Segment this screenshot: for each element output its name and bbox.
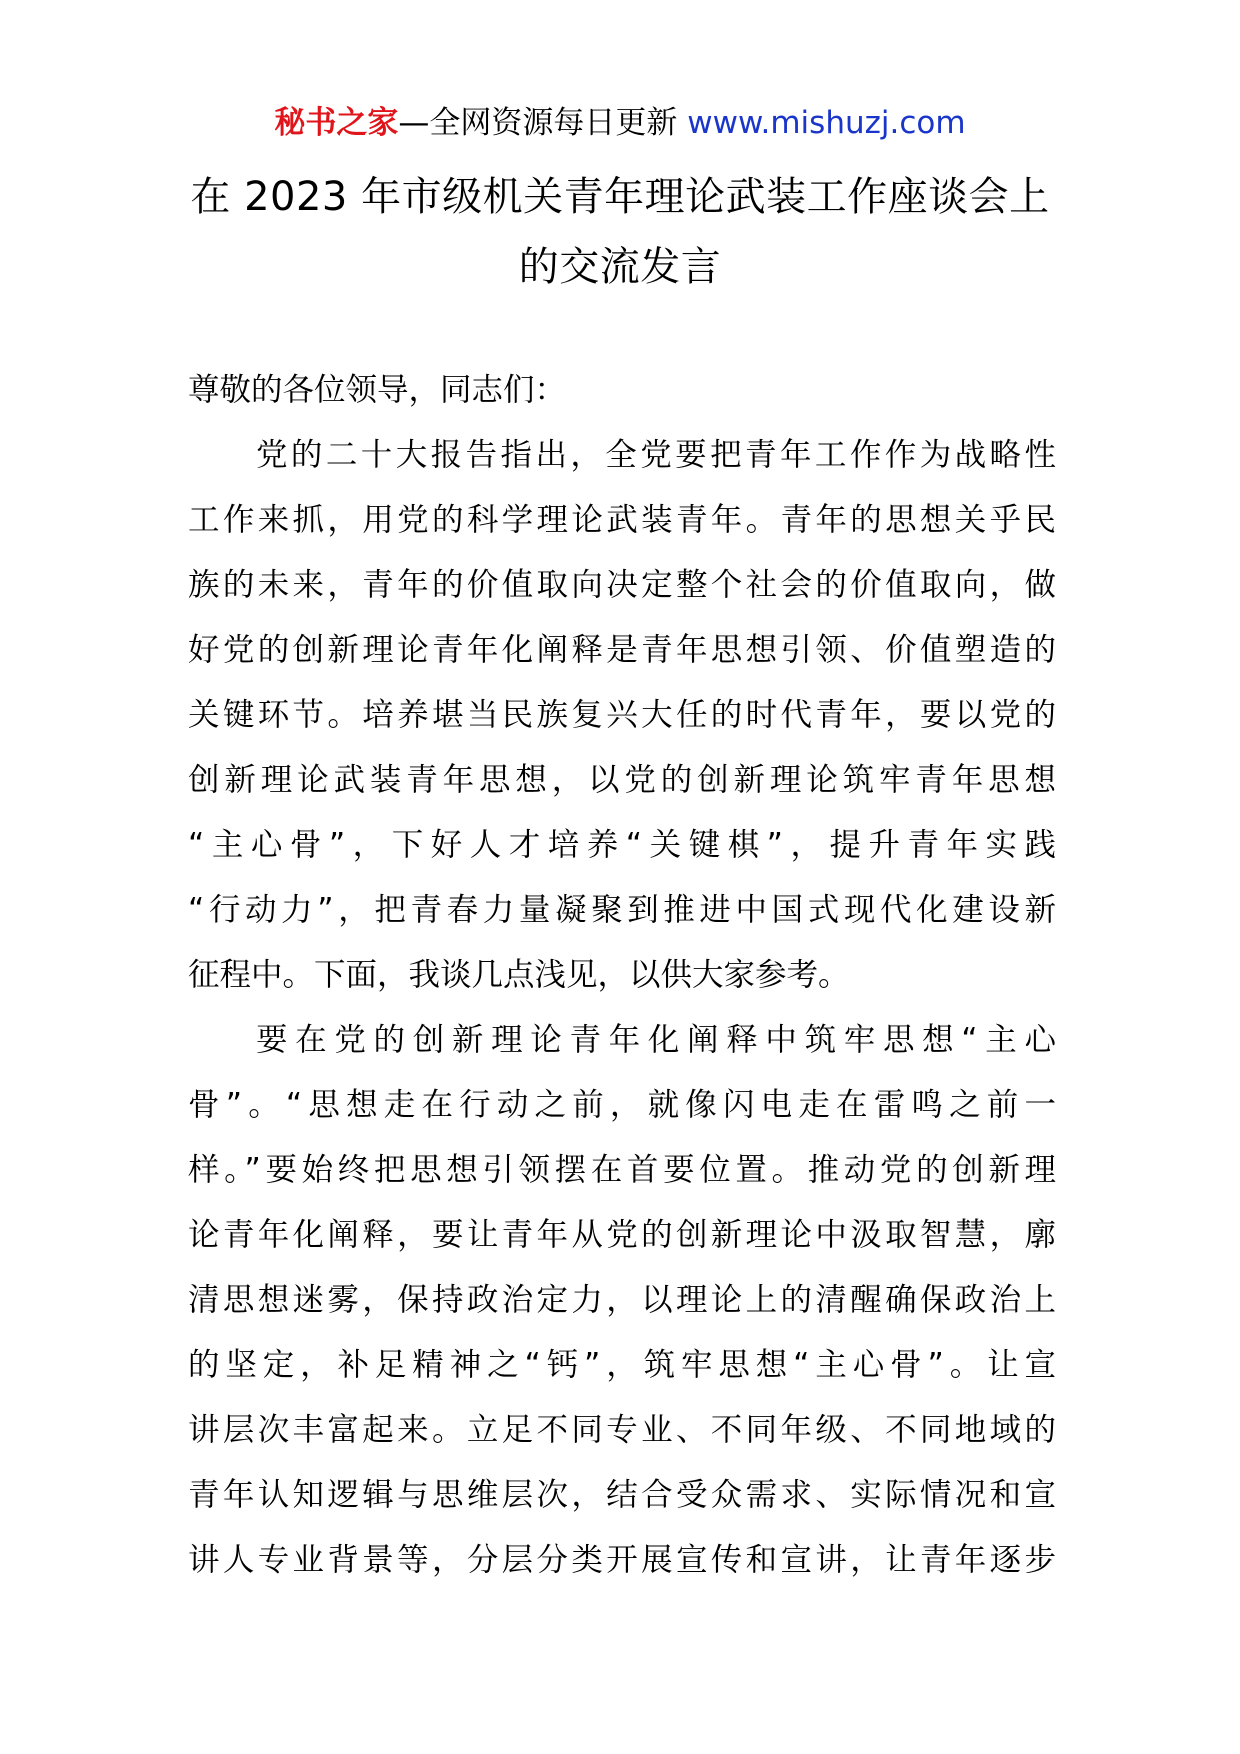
body-line: 族的未来，青年的价值取向决定整个社会的价值取向，做 (188, 567, 1056, 603)
title-line-2: 的交流发言 (518, 244, 722, 290)
body-line: 的坚定，补足精神之“钙”，筑牢思想“主心骨”。让宣 (188, 1347, 1056, 1383)
body-line: 关键环节。培养堪当民族复兴大任的时代青年，要以党的 (188, 697, 1056, 733)
site-header (0, 100, 1240, 146)
title-line-1: 在 2023 年市级机关青年理论武装工作座谈会上 (190, 174, 1050, 220)
body-line: 工作来抓，用党的科学理论武装青年。青年的思想关乎民 (188, 502, 1056, 538)
body-line: 讲层次丰富起来。立足不同专业、不同年级、不同地域的 (188, 1412, 1056, 1448)
body-line: 讲人专业背景等，分层分类开展宣传和宣讲，让青年逐步 (188, 1542, 1056, 1578)
body-line: 党的二十大报告指出，全党要把青年工作作为战略性 (256, 437, 1056, 473)
body-line: 论青年化阐释，要让青年从党的创新理论中汲取智慧，廓 (188, 1217, 1056, 1253)
body-line: 骨”。“思想走在行动之前，就像闪电走在雷鸣之前一 (188, 1087, 1056, 1123)
body-line: 清思想迷雾，保持政治定力，以理论上的清醒确保政治上 (188, 1282, 1056, 1318)
body-line: 征程中。下面，我谈几点浅见，以供大家参考。 (188, 957, 850, 993)
salutation: 尊敬的各位领导，同志们： (188, 372, 567, 408)
document-body (188, 358, 1056, 1593)
document-title (180, 162, 1060, 302)
body-line: “行动力”，把青春力量凝聚到推进中国式现代化建设新 (188, 892, 1056, 928)
body-line: 要在党的创新理论青年化阐释中筑牢思想“主心 (256, 1022, 1056, 1058)
site-brand: 秘书之家 (274, 105, 399, 141)
site-slogan: —全网资源每日更新 (398, 105, 688, 141)
body-line: 创新理论武装青年思想，以党的创新理论筑牢青年思想 (188, 762, 1056, 798)
site-url-link[interactable]: www.mishuzj.com (687, 105, 966, 141)
body-line: 好党的创新理论青年化阐释是青年思想引领、价值塑造的 (188, 632, 1056, 668)
body-line: 样。”要始终把思想引领摆在首要位置。推动党的创新理 (188, 1152, 1056, 1188)
body-line: 青年认知逻辑与思维层次，结合受众需求、实际情况和宣 (188, 1477, 1056, 1513)
body-line: “主心骨”，下好人才培养“关键棋”，提升青年实践 (188, 827, 1056, 863)
